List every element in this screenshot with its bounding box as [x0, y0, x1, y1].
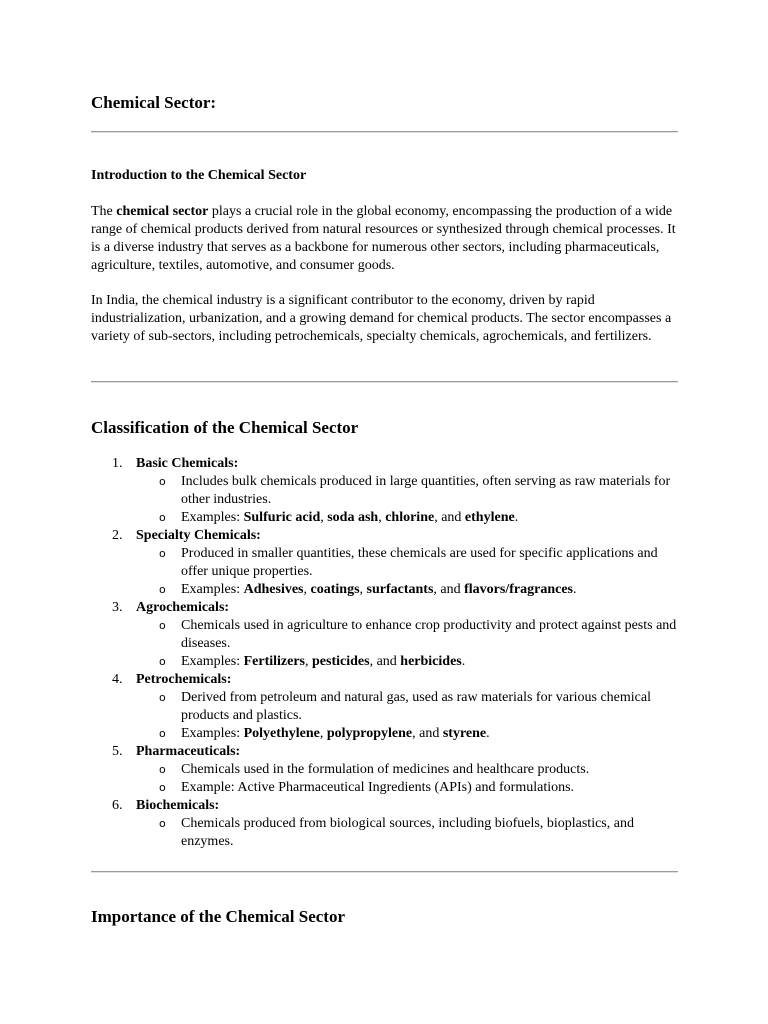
category-name: Petrochemicals:	[136, 672, 232, 687]
circle-bullet-icon: o	[159, 781, 166, 794]
text-run: In India, the chemical industry is a significant contributor to the economy, driven by rapid industrialization, urbanization, and a growing demand for chemical products. The sector encompasses a variety of sub-sectors, including petrochemicals, specialty chemicals, agrochemicals, and fertilizers.	[91, 293, 672, 344]
intro-paragraph-1	[91, 203, 678, 275]
classification-item	[91, 671, 678, 743]
circle-bullet-icon: o	[159, 727, 166, 740]
circle-bullet-icon: o	[159, 511, 166, 524]
divider	[91, 871, 678, 873]
bold-term: Polyethylene	[243, 726, 320, 741]
category-name: Biochemicals:	[136, 798, 220, 813]
text-run: Examples:	[181, 582, 244, 597]
intro-paragraph-2	[91, 292, 678, 346]
text-run: .	[514, 510, 519, 525]
text-run: Examples:	[181, 510, 244, 525]
sub-bullet-item	[136, 581, 678, 599]
sub-bullet-list	[136, 473, 678, 527]
text-run: ,	[305, 654, 313, 669]
sub-bullet-item	[136, 725, 678, 743]
text-run: Derived from petroleum and natural gas, used as raw materials for various chemical products and plastics.	[181, 690, 651, 723]
sub-bullet-list	[136, 617, 678, 671]
bold-term: polypropylene	[326, 726, 413, 741]
bold-term: flavors/fragrances	[464, 582, 573, 597]
text-run: Example: Active Pharmaceutical Ingredients (APIs) and formulations.	[181, 780, 575, 795]
divider	[91, 381, 678, 383]
classification-item	[91, 743, 678, 797]
circle-bullet-icon: o	[159, 619, 166, 632]
sub-bullet-item	[136, 815, 678, 851]
bold-term: styrene	[442, 726, 487, 741]
bold-term: pesticides	[312, 654, 370, 669]
bold-term: Adhesives	[243, 582, 304, 597]
category-name: Agrochemicals:	[136, 600, 230, 615]
list-number: 2.	[112, 528, 123, 543]
circle-bullet-icon: o	[159, 763, 166, 776]
sub-bullet-item	[136, 761, 678, 779]
text-run: , and	[412, 726, 443, 741]
sub-bullet-item	[136, 509, 678, 527]
importance-heading: Importance of the Chemical Sector	[91, 907, 345, 926]
text-run: Chemicals used in the formulation of medicines and healthcare products.	[181, 762, 590, 777]
bold-term: soda ash	[327, 510, 379, 525]
page-title: Chemical Sector:	[91, 93, 217, 112]
intro-heading: Introduction to the Chemical Sector	[91, 168, 307, 183]
bold-term: chemical sector	[116, 204, 209, 219]
bold-term: coatings	[310, 582, 360, 597]
circle-bullet-icon: o	[159, 817, 166, 830]
bold-term: Sulfuric acid	[243, 510, 321, 525]
text-run: ,	[359, 582, 367, 597]
sub-bullet-item	[136, 779, 678, 797]
circle-bullet-icon: o	[159, 691, 166, 704]
text-run: Produced in smaller quantities, these chemicals are used for specific applications and offer unique properties.	[181, 546, 658, 579]
text-run: Chemicals produced from biological sources, including biofuels, bioplastics, and enzymes.	[181, 816, 634, 849]
text-run: ,	[319, 726, 327, 741]
bold-term: chlorine	[385, 510, 435, 525]
circle-bullet-icon: o	[159, 583, 166, 596]
sub-bullet-item	[136, 545, 678, 581]
text-run: .	[461, 654, 466, 669]
text-run: .	[572, 582, 577, 597]
sub-bullet-item	[136, 473, 678, 509]
classification-item	[91, 527, 678, 599]
classification-heading: Classification of the Chemical Sector	[91, 418, 359, 437]
classification-item	[91, 797, 678, 851]
sub-bullet-list	[136, 689, 678, 743]
circle-bullet-icon: o	[159, 655, 166, 668]
list-number: 6.	[112, 798, 123, 813]
bold-term: surfactants	[366, 582, 434, 597]
classification-item	[91, 455, 678, 527]
text-run: , and	[369, 654, 401, 669]
category-name: Specialty Chemicals:	[136, 528, 261, 543]
bold-term: ethylene	[464, 510, 515, 525]
category-name: Pharmaceuticals:	[136, 744, 241, 759]
list-number: 4.	[112, 672, 123, 687]
category-name: Basic Chemicals:	[136, 456, 239, 471]
sub-bullet-item	[136, 653, 678, 671]
text-run: ,	[320, 510, 328, 525]
text-run: Examples:	[181, 726, 244, 741]
list-number: 3.	[112, 600, 123, 615]
divider	[91, 131, 678, 133]
circle-bullet-icon: o	[159, 475, 166, 488]
bold-term: herbicides	[400, 654, 462, 669]
text-run: The	[91, 204, 117, 219]
text-run: , and	[434, 510, 465, 525]
list-number: 1.	[112, 456, 123, 471]
sub-bullet-list	[136, 815, 678, 851]
circle-bullet-icon: o	[159, 547, 166, 560]
text-run: , and	[433, 582, 465, 597]
sub-bullet-item	[136, 617, 678, 653]
text-run: .	[486, 726, 490, 741]
bold-term: Fertilizers	[243, 654, 306, 669]
text-run: Includes bulk chemicals produced in large quantities, often serving as raw materials for other industries.	[181, 474, 671, 507]
sub-bullet-item	[136, 689, 678, 725]
list-number: 5.	[112, 744, 123, 759]
text-run: ,	[378, 510, 386, 525]
sub-bullet-list	[136, 545, 678, 599]
text-run: Chemicals used in agriculture to enhance crop productivity and protect against pests and diseases.	[181, 618, 677, 651]
classification-item	[91, 599, 678, 671]
text-run: Examples:	[181, 654, 244, 669]
text-run: plays a crucial role in the global economy, encompassing the production of a wide range of chemical products derived from natural resources or synthesized through chemical processes. It is a diverse industry that serves as a backbone for numerous other sectors, including pharmaceuticals, agriculture, textiles, automotive, and consumer goods.	[91, 204, 676, 273]
classification-list	[91, 455, 678, 851]
text-run: ,	[303, 582, 311, 597]
sub-bullet-list	[136, 761, 678, 797]
